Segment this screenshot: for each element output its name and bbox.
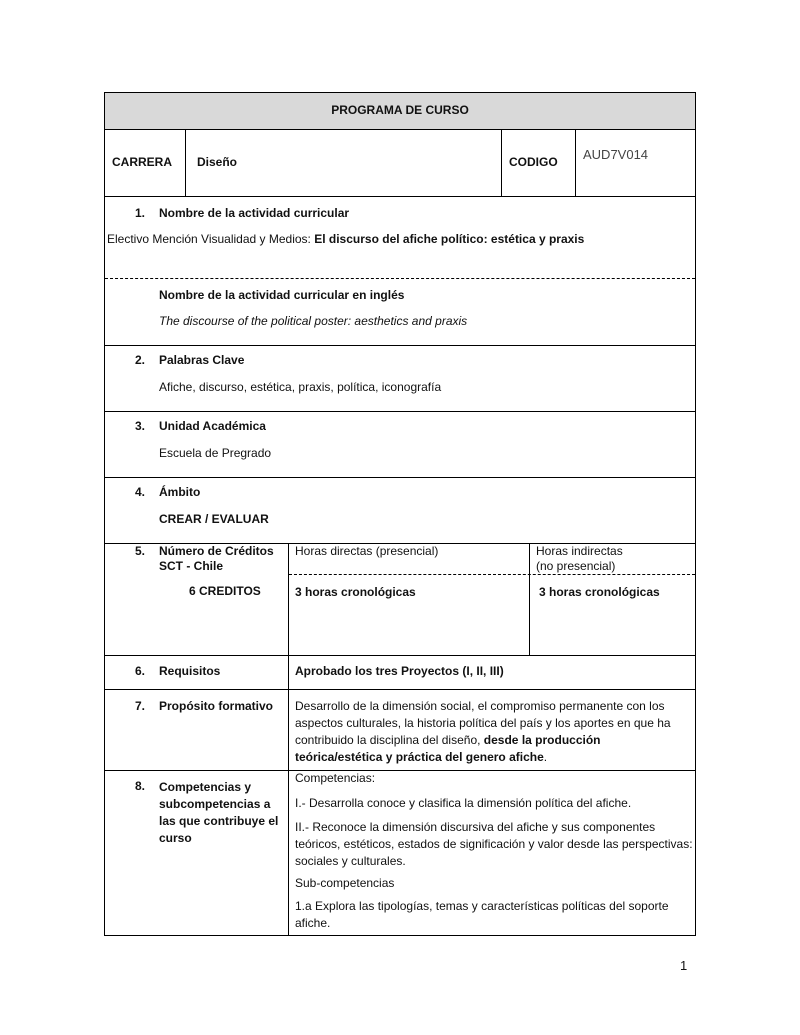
s8-number: 8.: [135, 779, 146, 793]
code-value: AUD7V014: [583, 147, 649, 162]
s2-title: Palabras Clave: [159, 353, 245, 367]
s8-sub-label: Sub-competencias: [295, 876, 395, 890]
s5-number: 5.: [135, 544, 146, 558]
s1b-text: The discourse of the political poster: aesthetics and praxis: [159, 314, 468, 328]
s8-sub1: 1.a Explora las tipologías, temas y características políticas del soporte afiche.: [295, 899, 669, 930]
s5-title-line1: Número de Créditos: [159, 544, 274, 558]
s5-direct-value: 3 horas cronológicas: [295, 585, 416, 599]
s3-number: 3.: [135, 419, 146, 433]
course-program-form: [104, 92, 696, 936]
s1-text: Electivo Mención Visualidad y Medios: El discurso del afiche político: estética y praxis: [107, 232, 585, 246]
s8-title: Competencias y subcompetencias a las que contribuye el curso: [159, 780, 279, 845]
s4-number: 4.: [135, 485, 146, 499]
s7-text: Desarrollo de la dimensión social, el compromiso permanente con los aspectos culturales, la historia política del país y los aportes en que ha contribuido la disciplina del diseño, desde la producción teórica/estética y práctica del genero afiche.: [295, 699, 671, 764]
s2-text: Afiche, discurso, estética, praxis, política, iconografía: [159, 380, 442, 394]
s1-title: Nombre de la actividad curricular: [159, 206, 350, 220]
s6-title: Requisitos: [159, 664, 221, 678]
s5-direct-label: Horas directas (presencial): [295, 544, 439, 558]
s1b-title: Nombre de la actividad curricular en inglés: [159, 288, 405, 302]
s3-title: Unidad Académica: [159, 419, 266, 433]
s5-title-line2: SCT - Chile: [159, 559, 224, 573]
page-number: 1: [680, 958, 688, 973]
s1-number: 1.: [135, 206, 146, 220]
s6-number: 6.: [135, 664, 146, 678]
s5-indirect-value: 3 horas cronológicas: [539, 585, 660, 599]
career-value: Diseño: [197, 155, 238, 169]
s5-credits: 6 CREDITOS: [189, 584, 261, 598]
s4-text: CREAR / EVALUAR: [159, 512, 269, 526]
s4-title: Ámbito: [159, 485, 201, 499]
s5-indirect-label-2: (no presencial): [536, 559, 616, 573]
form-title: PROGRAMA DE CURSO: [331, 103, 469, 117]
s7-number: 7.: [135, 699, 146, 713]
s3-text: Escuela de Pregrado: [159, 446, 272, 460]
s8-competencias-label: Competencias:: [295, 771, 376, 785]
career-label: CARRERA: [112, 155, 172, 169]
s7-title: Propósito formativo: [159, 699, 274, 713]
s5-indirect-label-1: Horas indirectas: [536, 544, 623, 558]
s8-comp2: II.- Reconoce la dimensión discursiva del afiche y sus componentes teóricos, estéticos, estados de significación y valor desde las perspectivas: sociales y culturales.: [295, 820, 693, 868]
s6-text: Aprobado los tres Proyectos (I, II, III): [295, 664, 504, 678]
s8-comp1: I.- Desarrolla conoce y clasifica la dimensión política del afiche.: [295, 796, 632, 810]
code-label: CODIGO: [509, 155, 558, 169]
s2-number: 2.: [135, 353, 146, 367]
